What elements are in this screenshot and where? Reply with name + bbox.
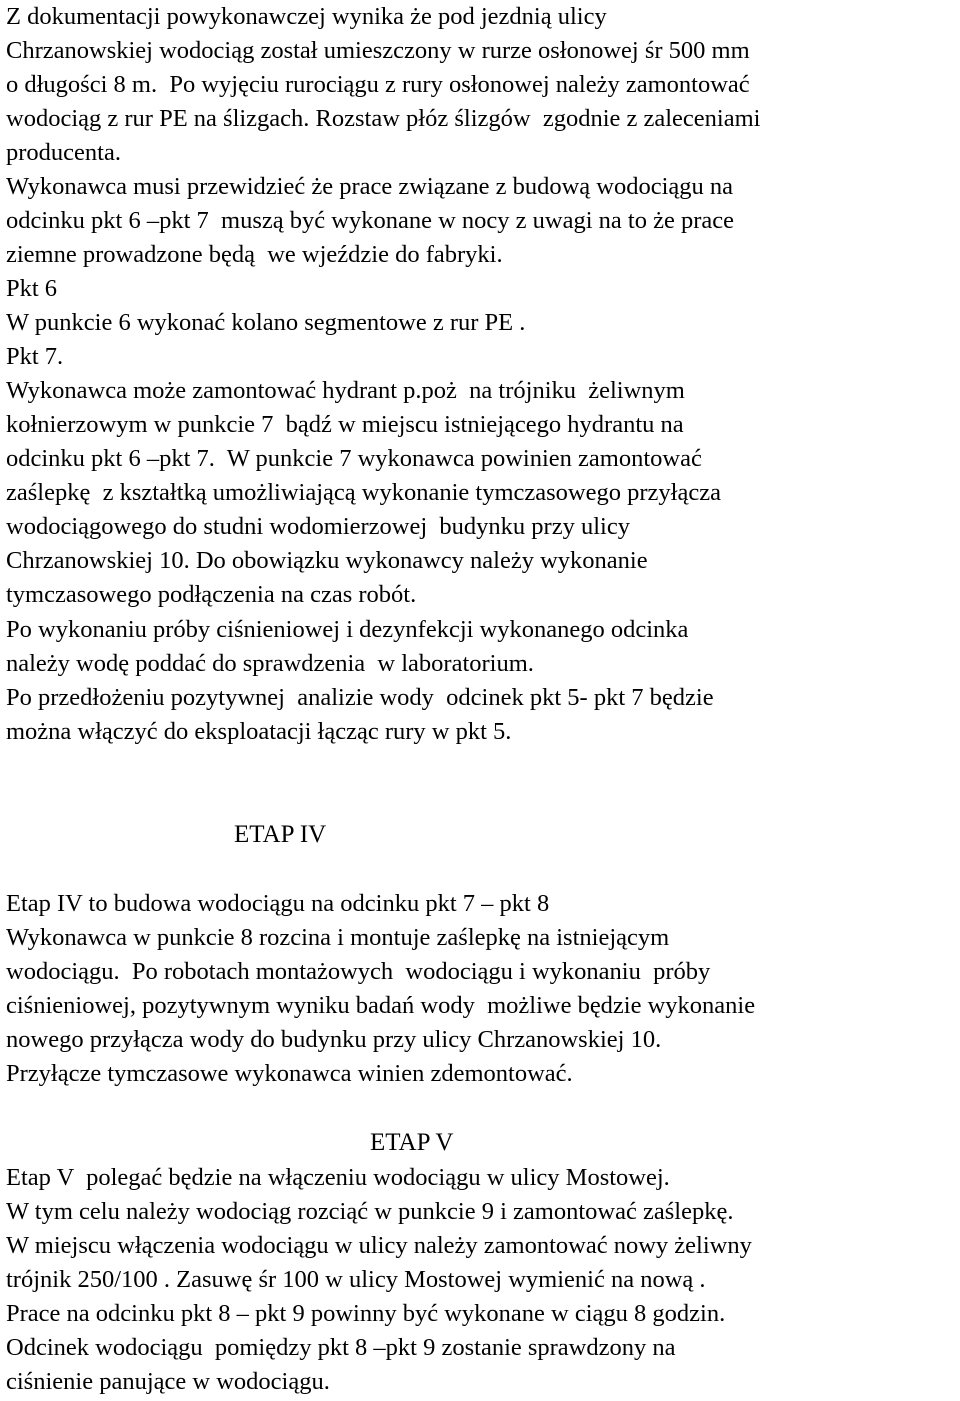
paragraph-line: W miejscu włączenia wodociągu w ulicy należy zamontować nowy żeliwny <box>6 1232 752 1259</box>
paragraph-line: wodociągu. Po robotach montażowych wodociągu i wykonaniu próby <box>6 958 711 985</box>
paragraph-line: kołnierzowym w punkcie 7 bądź w miejscu istniejącego hydrantu na <box>6 411 684 438</box>
paragraph-line: W tym celu należy wodociąg rozciąć w punkcie 9 i zamontować zaślepkę. <box>6 1198 734 1225</box>
paragraph-line: odcinku pkt 6 –pkt 7 muszą być wykonane w nocy z uwagi na to że prace <box>6 207 734 234</box>
paragraph-line: Po przedłożeniu pozytywnej analizie wody odcinek pkt 5- pkt 7 będzie <box>6 684 714 711</box>
paragraph-line: Z dokumentacji powykonawczej wynika że pod jezdnią ulicy <box>6 3 607 30</box>
section-heading: ETAP V <box>370 1129 454 1156</box>
paragraph-line: ciśnieniowej, pozytywnym wyniku badań wody możliwe będzie wykonanie <box>6 992 756 1019</box>
paragraph-line: nowego przyłącza wody do budynku przy ulicy Chrzanowskiej 10. <box>6 1026 662 1053</box>
paragraph-line: o długości 8 m. Po wyjęciu rurociągu z rury osłonowej należy zamontować <box>6 71 750 98</box>
paragraph-line: Prace na odcinku pkt 8 – pkt 9 powinny być wykonane w ciągu 8 godzin. <box>6 1300 726 1327</box>
paragraph-line: tymczasowego podłączenia na czas robót. <box>6 581 417 608</box>
section-heading: ETAP IV <box>234 821 327 848</box>
paragraph-line: należy wodę poddać do sprawdzenia w laboratorium. <box>6 650 534 677</box>
paragraph-line: można włączyć do eksploatacji łącząc rury w pkt 5. <box>6 718 512 745</box>
paragraph-line: Wykonawca musi przewidzieć że prace związane z budową wodociągu na <box>6 173 734 200</box>
paragraph-line: Odcinek wodociągu pomiędzy pkt 8 –pkt 9 zostanie sprawdzony na <box>6 1334 676 1361</box>
paragraph-line: trójnik 250/100 . Zasuwę śr 100 w ulicy Mostowej wymienić na nową . <box>6 1266 706 1293</box>
paragraph-line: wodociąg z rur PE na ślizgach. Rozstaw płóz ślizgów zgodnie z zaleceniami <box>6 105 761 132</box>
paragraph-line: ziemne prowadzone będą we wjeździe do fabryki. <box>6 241 503 268</box>
paragraph-line: Wykonawca może zamontować hydrant p.poż na trójniku żeliwnym <box>6 377 685 404</box>
paragraph-line: odcinku pkt 6 –pkt 7. W punkcie 7 wykonawca powinien zamontować <box>6 445 702 472</box>
paragraph-line: Przyłącze tymczasowe wykonawca winien zdemontować. <box>6 1060 573 1087</box>
paragraph-line: Po wykonaniu próby ciśnieniowej i dezynfekcji wykonanego odcinka <box>6 616 689 643</box>
paragraph-line: ciśnienie panujące w wodociągu. <box>6 1368 330 1395</box>
paragraph-line: Chrzanowskiej wodociąg został umieszczony w rurze osłonowej śr 500 mm <box>6 37 750 64</box>
paragraph-line: W punkcie 6 wykonać kolano segmentowe z rur PE . <box>6 309 526 336</box>
paragraph-line: Wykonawca w punkcie 8 rozcina i montuje zaślepkę na istniejącym <box>6 924 670 951</box>
paragraph-line: Pkt 6 <box>6 275 58 302</box>
paragraph-line: Chrzanowskiej 10. Do obowiązku wykonawcy należy wykonanie <box>6 547 648 574</box>
paragraph-line: zaślepkę z kształtką umożliwiającą wykonanie tymczasowego przyłącza <box>6 479 721 506</box>
paragraph-line: Pkt 7. <box>6 343 64 370</box>
paragraph-line: producenta. <box>6 139 121 166</box>
paragraph-line: Etap IV to budowa wodociągu na odcinku pkt 7 – pkt 8 <box>6 890 550 917</box>
paragraph-line: Etap V polegać będzie na włączeniu wodociągu w ulicy Mostowej. <box>6 1164 670 1191</box>
paragraph-line: wodociągowego do studni wodomierzowej budynku przy ulicy <box>6 513 630 540</box>
